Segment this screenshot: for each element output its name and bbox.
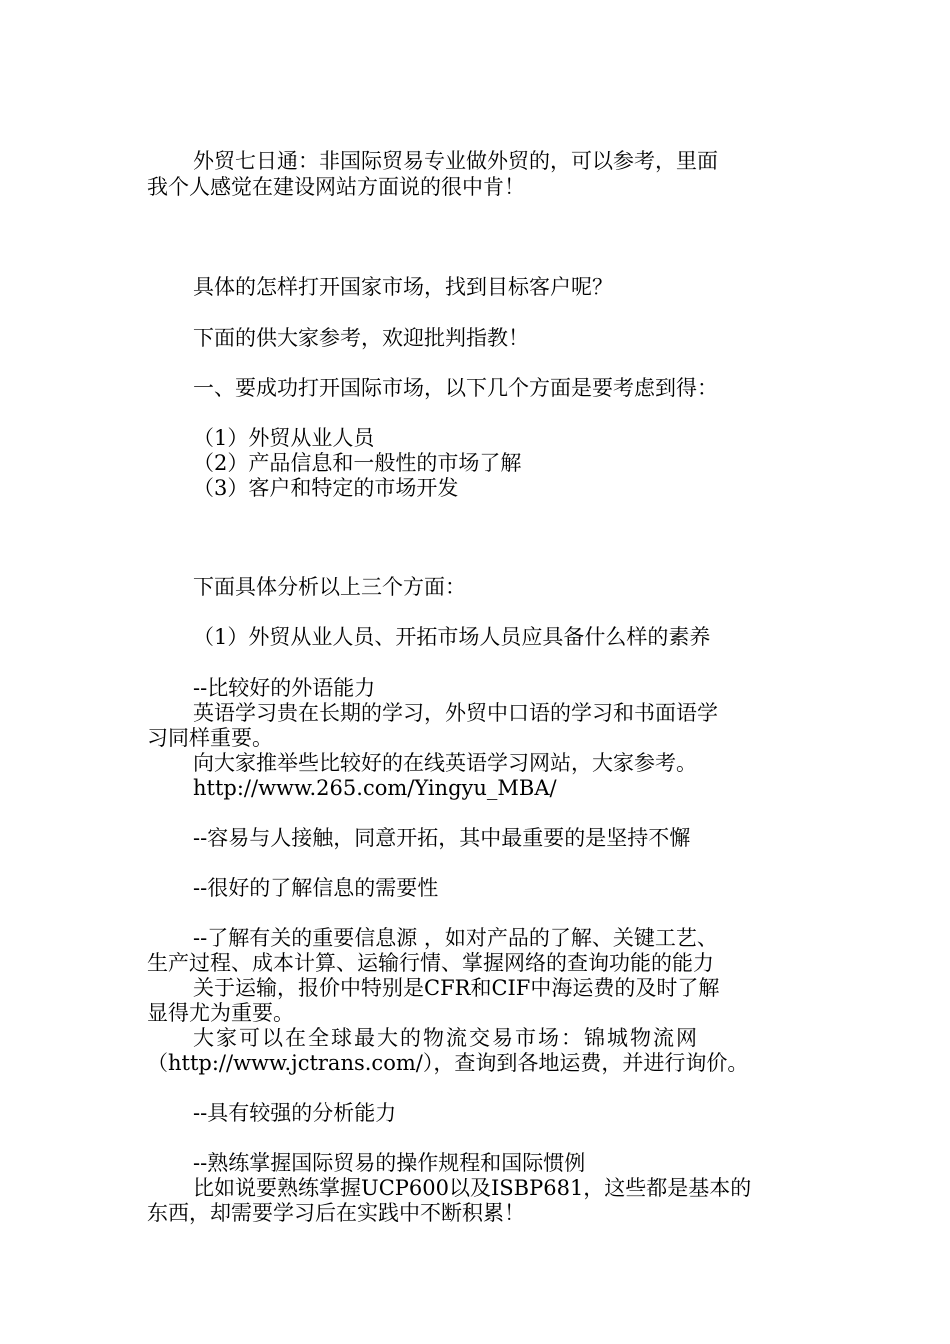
body-line: 习同样重要。 xyxy=(147,726,273,750)
list-item: （2）产品信息和一般性的市场了解 xyxy=(193,451,522,475)
section-heading-1: 一、要成功打开国际市场，以下几个方面是要考虑到得： xyxy=(193,376,718,400)
point-analysis: --具有较强的分析能力 xyxy=(193,1101,397,1125)
body-line: 关于运输，报价中特别是CFR和CIF中海运费的及时了解 xyxy=(193,976,720,1000)
reference-line: 下面的供大家参考，欢迎批判指教！ xyxy=(193,326,529,350)
subsection-heading-1: （1）外贸从业人员、开拓市场人员应具备什么样的素养 xyxy=(193,625,711,649)
paragraph-intro-line-2: 我个人感觉在建设网站方面说的很中肯！ xyxy=(147,175,525,199)
list-item: （1）外贸从业人员 xyxy=(193,426,375,450)
list-item: （3）客户和特定的市场开发 xyxy=(193,476,459,500)
body-line: 大家可以在全球最大的物流交易市场：锦城物流网 xyxy=(193,1026,699,1050)
point-foreign-language: --比较好的外语能力 xyxy=(193,676,376,700)
body-line: 东西，却需要学习后在实践中不断积累！ xyxy=(147,1201,525,1225)
body-line: 显得尤为重要。 xyxy=(147,1001,294,1025)
body-line-url: （http://www.jctrans.com/），查询到各地运费，并进行询价。 xyxy=(147,1051,749,1075)
point-trade-rules: --熟练掌握国际贸易的操作规程和国际惯例 xyxy=(193,1151,586,1175)
point-information: --很好的了解信息的需要性 xyxy=(193,876,439,900)
body-line: 英语学习贵在长期的学习，外贸中口语的学习和书面语学 xyxy=(193,701,718,725)
body-line: 比如说要熟练掌握UCP600以及ISBP681，这些都是基本的 xyxy=(193,1176,752,1200)
analysis-heading: 下面具体分析以上三个方面： xyxy=(193,575,466,599)
paragraph-intro-line-1: 外贸七日通：非国际贸易专业做外贸的，可以参考，里面 xyxy=(193,149,718,173)
url-text: http://www.265.com/Yingyu_MBA/ xyxy=(193,776,557,800)
body-line: 生产过程、成本计算、运输行情、掌握网络的查询功能的能力 xyxy=(147,951,714,975)
body-line: 向大家推举些比较好的在线英语学习网站，大家参考。 xyxy=(193,751,697,775)
point-information-sources: --了解有关的重要信息源 ，如对产品的了解、关键工艺、 xyxy=(193,926,718,950)
question-line: 具体的怎样打开国家市场，找到目标客户呢？ xyxy=(193,275,613,299)
point-communication: --容易与人接触，同意开拓，其中最重要的是坚持不懈 xyxy=(193,826,691,850)
